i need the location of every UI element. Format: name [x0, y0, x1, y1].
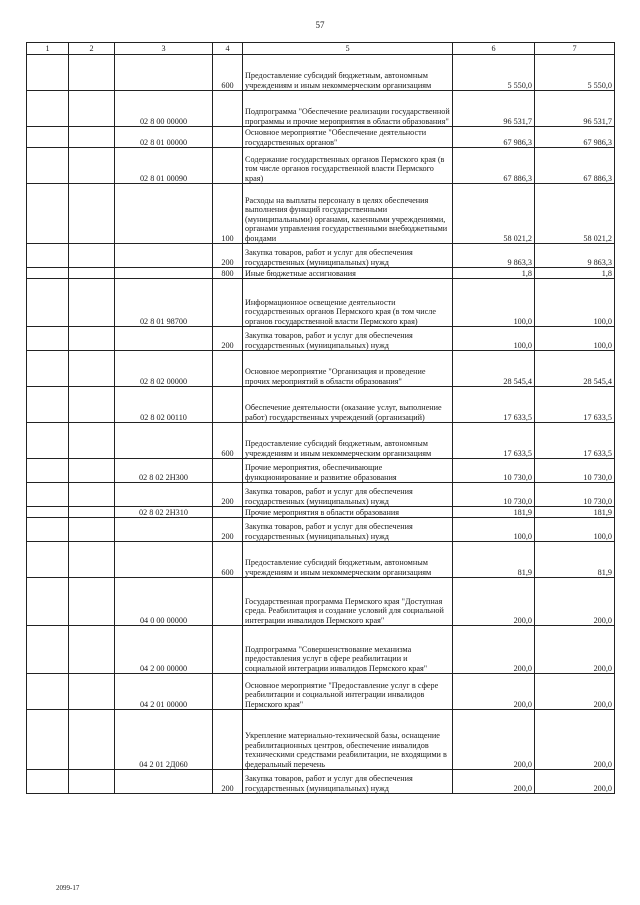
amount-col-7: 17 633,5 — [535, 387, 615, 423]
cell-empty — [69, 626, 115, 674]
cell-empty — [27, 127, 69, 148]
amount-col-6: 100,0 — [453, 279, 535, 327]
item-description: Прочие мероприятия в области образования — [243, 507, 453, 518]
amount-col-7: 5 550,0 — [535, 55, 615, 91]
cell-empty — [27, 674, 69, 710]
cell-empty — [27, 518, 69, 542]
cell-empty — [27, 387, 69, 423]
column-header: 4 — [213, 43, 243, 55]
item-description: Прочие мероприятия, обеспечивающие функционирование и развитие образования — [243, 459, 453, 483]
target-article-code: 04 2 00 00000 — [115, 626, 213, 674]
target-article-code — [115, 483, 213, 507]
cell-empty — [27, 184, 69, 244]
amount-col-6: 200,0 — [453, 770, 535, 794]
amount-col-6: 1,8 — [453, 268, 535, 279]
cell-empty — [27, 244, 69, 268]
table-row — [27, 55, 615, 91]
amount-col-6: 200,0 — [453, 674, 535, 710]
target-article-code — [115, 184, 213, 244]
table-row — [27, 423, 615, 459]
cell-empty — [27, 279, 69, 327]
target-article-code: 02 8 02 2Н300 — [115, 459, 213, 483]
expense-type-code — [213, 148, 243, 184]
amount-col-6: 10 730,0 — [453, 459, 535, 483]
footer-code: 2099-17 — [56, 884, 80, 892]
amount-col-7: 67 986,3 — [535, 127, 615, 148]
column-header: 5 — [243, 43, 453, 55]
table-row — [27, 542, 615, 578]
cell-empty — [27, 268, 69, 279]
amount-col-6: 200,0 — [453, 626, 535, 674]
target-article-code: 02 8 01 98700 — [115, 279, 213, 327]
table-row — [27, 459, 615, 483]
cell-empty — [27, 423, 69, 459]
amount-col-7: 200,0 — [535, 770, 615, 794]
column-header: 1 — [27, 43, 69, 55]
amount-col-7: 200,0 — [535, 710, 615, 770]
cell-empty — [27, 626, 69, 674]
table-row — [27, 244, 615, 268]
column-header: 2 — [69, 43, 115, 55]
cell-empty — [69, 351, 115, 387]
item-description: Предоставление субсидий бюджетным, автономным учреждениям и иным некоммерческим организациям — [243, 55, 453, 91]
table-row — [27, 626, 615, 674]
table-row — [27, 127, 615, 148]
table-row — [27, 184, 615, 244]
target-article-code: 02 8 02 00000 — [115, 351, 213, 387]
expense-type-code — [213, 279, 243, 327]
amount-col-7: 58 021,2 — [535, 184, 615, 244]
expense-type-code: 200 — [213, 244, 243, 268]
cell-empty — [27, 507, 69, 518]
target-article-code: 02 8 02 2Н310 — [115, 507, 213, 518]
cell-empty — [69, 387, 115, 423]
target-article-code — [115, 244, 213, 268]
table-row — [27, 578, 615, 626]
item-description: Предоставление субсидий бюджетным, автономным учреждениям и иным некоммерческим организациям — [243, 542, 453, 578]
item-description: Закупка товаров, работ и услуг для обеспечения государственных (муниципальных) нужд — [243, 327, 453, 351]
cell-empty — [27, 542, 69, 578]
table-row — [27, 351, 615, 387]
table-row — [27, 507, 615, 518]
target-article-code — [115, 423, 213, 459]
amount-col-7: 9 863,3 — [535, 244, 615, 268]
expense-type-code: 200 — [213, 327, 243, 351]
expense-type-code: 100 — [213, 184, 243, 244]
cell-empty — [27, 327, 69, 351]
cell-empty — [27, 148, 69, 184]
expense-type-code: 600 — [213, 55, 243, 91]
cell-empty — [69, 279, 115, 327]
amount-col-6: 10 730,0 — [453, 483, 535, 507]
item-description: Подпрограмма "Обеспечение реализации государственной программы и прочие мероприятия в области образования" — [243, 91, 453, 127]
amount-col-6: 96 531,7 — [453, 91, 535, 127]
item-description: Государственная программа Пермского края "Доступная среда. Реабилитация и создание условий для социальной интеграции инвалидов Пермского края" — [243, 578, 453, 626]
table-row — [27, 518, 615, 542]
cell-empty — [27, 710, 69, 770]
table-row — [27, 148, 615, 184]
cell-empty — [69, 327, 115, 351]
expense-type-code: 200 — [213, 518, 243, 542]
item-description: Предоставление субсидий бюджетным, автономным учреждениям и иным некоммерческим организациям — [243, 423, 453, 459]
item-description: Укрепление материально-технической базы, оснащение реабилитационных центров, обеспечение инвалидов техническими средствами реабилитации, не входящими в федеральный перечень — [243, 710, 453, 770]
amount-col-7: 181,9 — [535, 507, 615, 518]
expense-type-code — [213, 578, 243, 626]
amount-col-7: 10 730,0 — [535, 459, 615, 483]
cell-empty — [27, 351, 69, 387]
amount-col-7: 200,0 — [535, 626, 615, 674]
expense-type-code — [213, 387, 243, 423]
target-article-code — [115, 268, 213, 279]
table-row — [27, 327, 615, 351]
cell-empty — [69, 674, 115, 710]
cell-empty — [27, 91, 69, 127]
table-row — [27, 770, 615, 794]
target-article-code — [115, 518, 213, 542]
expense-type-code: 200 — [213, 483, 243, 507]
amount-col-7: 81,9 — [535, 542, 615, 578]
amount-col-7: 10 730,0 — [535, 483, 615, 507]
item-description: Информационное освещение деятельности государственных органов Пермского края (в том числе органов государственной власти Пермского края) — [243, 279, 453, 327]
expense-type-code: 600 — [213, 423, 243, 459]
cell-empty — [69, 244, 115, 268]
target-article-code — [115, 55, 213, 91]
amount-col-7: 200,0 — [535, 674, 615, 710]
cell-empty — [69, 710, 115, 770]
cell-empty — [69, 483, 115, 507]
table-row — [27, 674, 615, 710]
cell-empty — [27, 55, 69, 91]
expense-type-code — [213, 459, 243, 483]
amount-col-6: 17 633,5 — [453, 387, 535, 423]
column-header: 7 — [535, 43, 615, 55]
amount-col-6: 81,9 — [453, 542, 535, 578]
target-article-code: 02 8 00 00000 — [115, 91, 213, 127]
table-header-row — [27, 43, 615, 55]
expense-type-code — [213, 507, 243, 518]
target-article-code: 04 2 01 2Д060 — [115, 710, 213, 770]
amount-col-6: 67 886,3 — [453, 148, 535, 184]
item-description: Иные бюджетные ассигнования — [243, 268, 453, 279]
item-description: Расходы на выплаты персоналу в целях обеспечения выполнения функций государственными (муниципальными) органами, казенными учреждениями, органами управления государственными внебюджетными фондами — [243, 184, 453, 244]
cell-empty — [69, 459, 115, 483]
amount-col-7: 100,0 — [535, 327, 615, 351]
budget-table — [26, 42, 615, 794]
expense-type-code: 600 — [213, 542, 243, 578]
amount-col-6: 200,0 — [453, 710, 535, 770]
cell-empty — [69, 542, 115, 578]
cell-empty — [27, 578, 69, 626]
amount-col-7: 1,8 — [535, 268, 615, 279]
item-description: Обеспечение деятельности (оказание услуг, выполнение работ) государственных учреждений (организаций) — [243, 387, 453, 423]
target-article-code — [115, 327, 213, 351]
item-description: Закупка товаров, работ и услуг для обеспечения государственных (муниципальных) нужд — [243, 770, 453, 794]
expense-type-code — [213, 91, 243, 127]
cell-empty — [69, 184, 115, 244]
amount-col-7: 96 531,7 — [535, 91, 615, 127]
item-description: Закупка товаров, работ и услуг для обеспечения государственных (муниципальных) нужд — [243, 518, 453, 542]
amount-col-6: 67 986,3 — [453, 127, 535, 148]
cell-empty — [27, 483, 69, 507]
amount-col-7: 67 886,3 — [535, 148, 615, 184]
item-description: Закупка товаров, работ и услуг для обеспечения государственных (муниципальных) нужд — [243, 244, 453, 268]
target-article-code — [115, 542, 213, 578]
amount-col-6: 100,0 — [453, 518, 535, 542]
amount-col-6: 28 545,4 — [453, 351, 535, 387]
target-article-code — [115, 770, 213, 794]
cell-empty — [69, 507, 115, 518]
amount-col-7: 200,0 — [535, 578, 615, 626]
amount-col-6: 181,9 — [453, 507, 535, 518]
amount-col-6: 200,0 — [453, 578, 535, 626]
amount-col-7: 17 633,5 — [535, 423, 615, 459]
item-description: Подпрограмма "Совершенствование механизма предоставления услуг в сфере реабилитации и социальной интеграции инвалидов Пермского края" — [243, 626, 453, 674]
target-article-code: 02 8 01 00000 — [115, 127, 213, 148]
cell-empty — [69, 770, 115, 794]
amount-col-7: 100,0 — [535, 279, 615, 327]
item-description: Основное мероприятие "Организация и проведение прочих мероприятий в области образования" — [243, 351, 453, 387]
cell-empty — [69, 578, 115, 626]
expense-type-code — [213, 710, 243, 770]
target-article-code: 02 8 01 00090 — [115, 148, 213, 184]
expense-type-code: 800 — [213, 268, 243, 279]
item-description: Основное мероприятие "Предоставление услуг в сфере реабилитации и социальной интеграции инвалидов Пермского края" — [243, 674, 453, 710]
cell-empty — [69, 91, 115, 127]
table-row — [27, 268, 615, 279]
table-row — [27, 279, 615, 327]
cell-empty — [69, 127, 115, 148]
item-description: Содержание государственных органов Пермского края (в том числе органов государственной власти Пермского края) — [243, 148, 453, 184]
page-number: 57 — [315, 20, 325, 30]
amount-col-6: 17 633,5 — [453, 423, 535, 459]
expense-type-code — [213, 351, 243, 387]
cell-empty — [69, 268, 115, 279]
expense-type-code — [213, 674, 243, 710]
amount-col-6: 5 550,0 — [453, 55, 535, 91]
amount-col-6: 100,0 — [453, 327, 535, 351]
table-row — [27, 91, 615, 127]
cell-empty — [27, 770, 69, 794]
cell-empty — [69, 148, 115, 184]
table-row — [27, 483, 615, 507]
expense-type-code: 200 — [213, 770, 243, 794]
cell-empty — [27, 459, 69, 483]
column-header: 3 — [115, 43, 213, 55]
target-article-code: 04 2 01 00000 — [115, 674, 213, 710]
item-description: Основное мероприятие "Обеспечение деятельности государственных органов" — [243, 127, 453, 148]
target-article-code: 04 0 00 00000 — [115, 578, 213, 626]
amount-col-7: 100,0 — [535, 518, 615, 542]
amount-col-6: 58 021,2 — [453, 184, 535, 244]
cell-empty — [69, 518, 115, 542]
item-description: Закупка товаров, работ и услуг для обеспечения государственных (муниципальных) нужд — [243, 483, 453, 507]
amount-col-6: 9 863,3 — [453, 244, 535, 268]
table-row — [27, 710, 615, 770]
cell-empty — [69, 55, 115, 91]
target-article-code: 02 8 02 00110 — [115, 387, 213, 423]
amount-col-7: 28 545,4 — [535, 351, 615, 387]
expense-type-code — [213, 127, 243, 148]
column-header: 6 — [453, 43, 535, 55]
table-row — [27, 387, 615, 423]
expense-type-code — [213, 626, 243, 674]
cell-empty — [69, 423, 115, 459]
